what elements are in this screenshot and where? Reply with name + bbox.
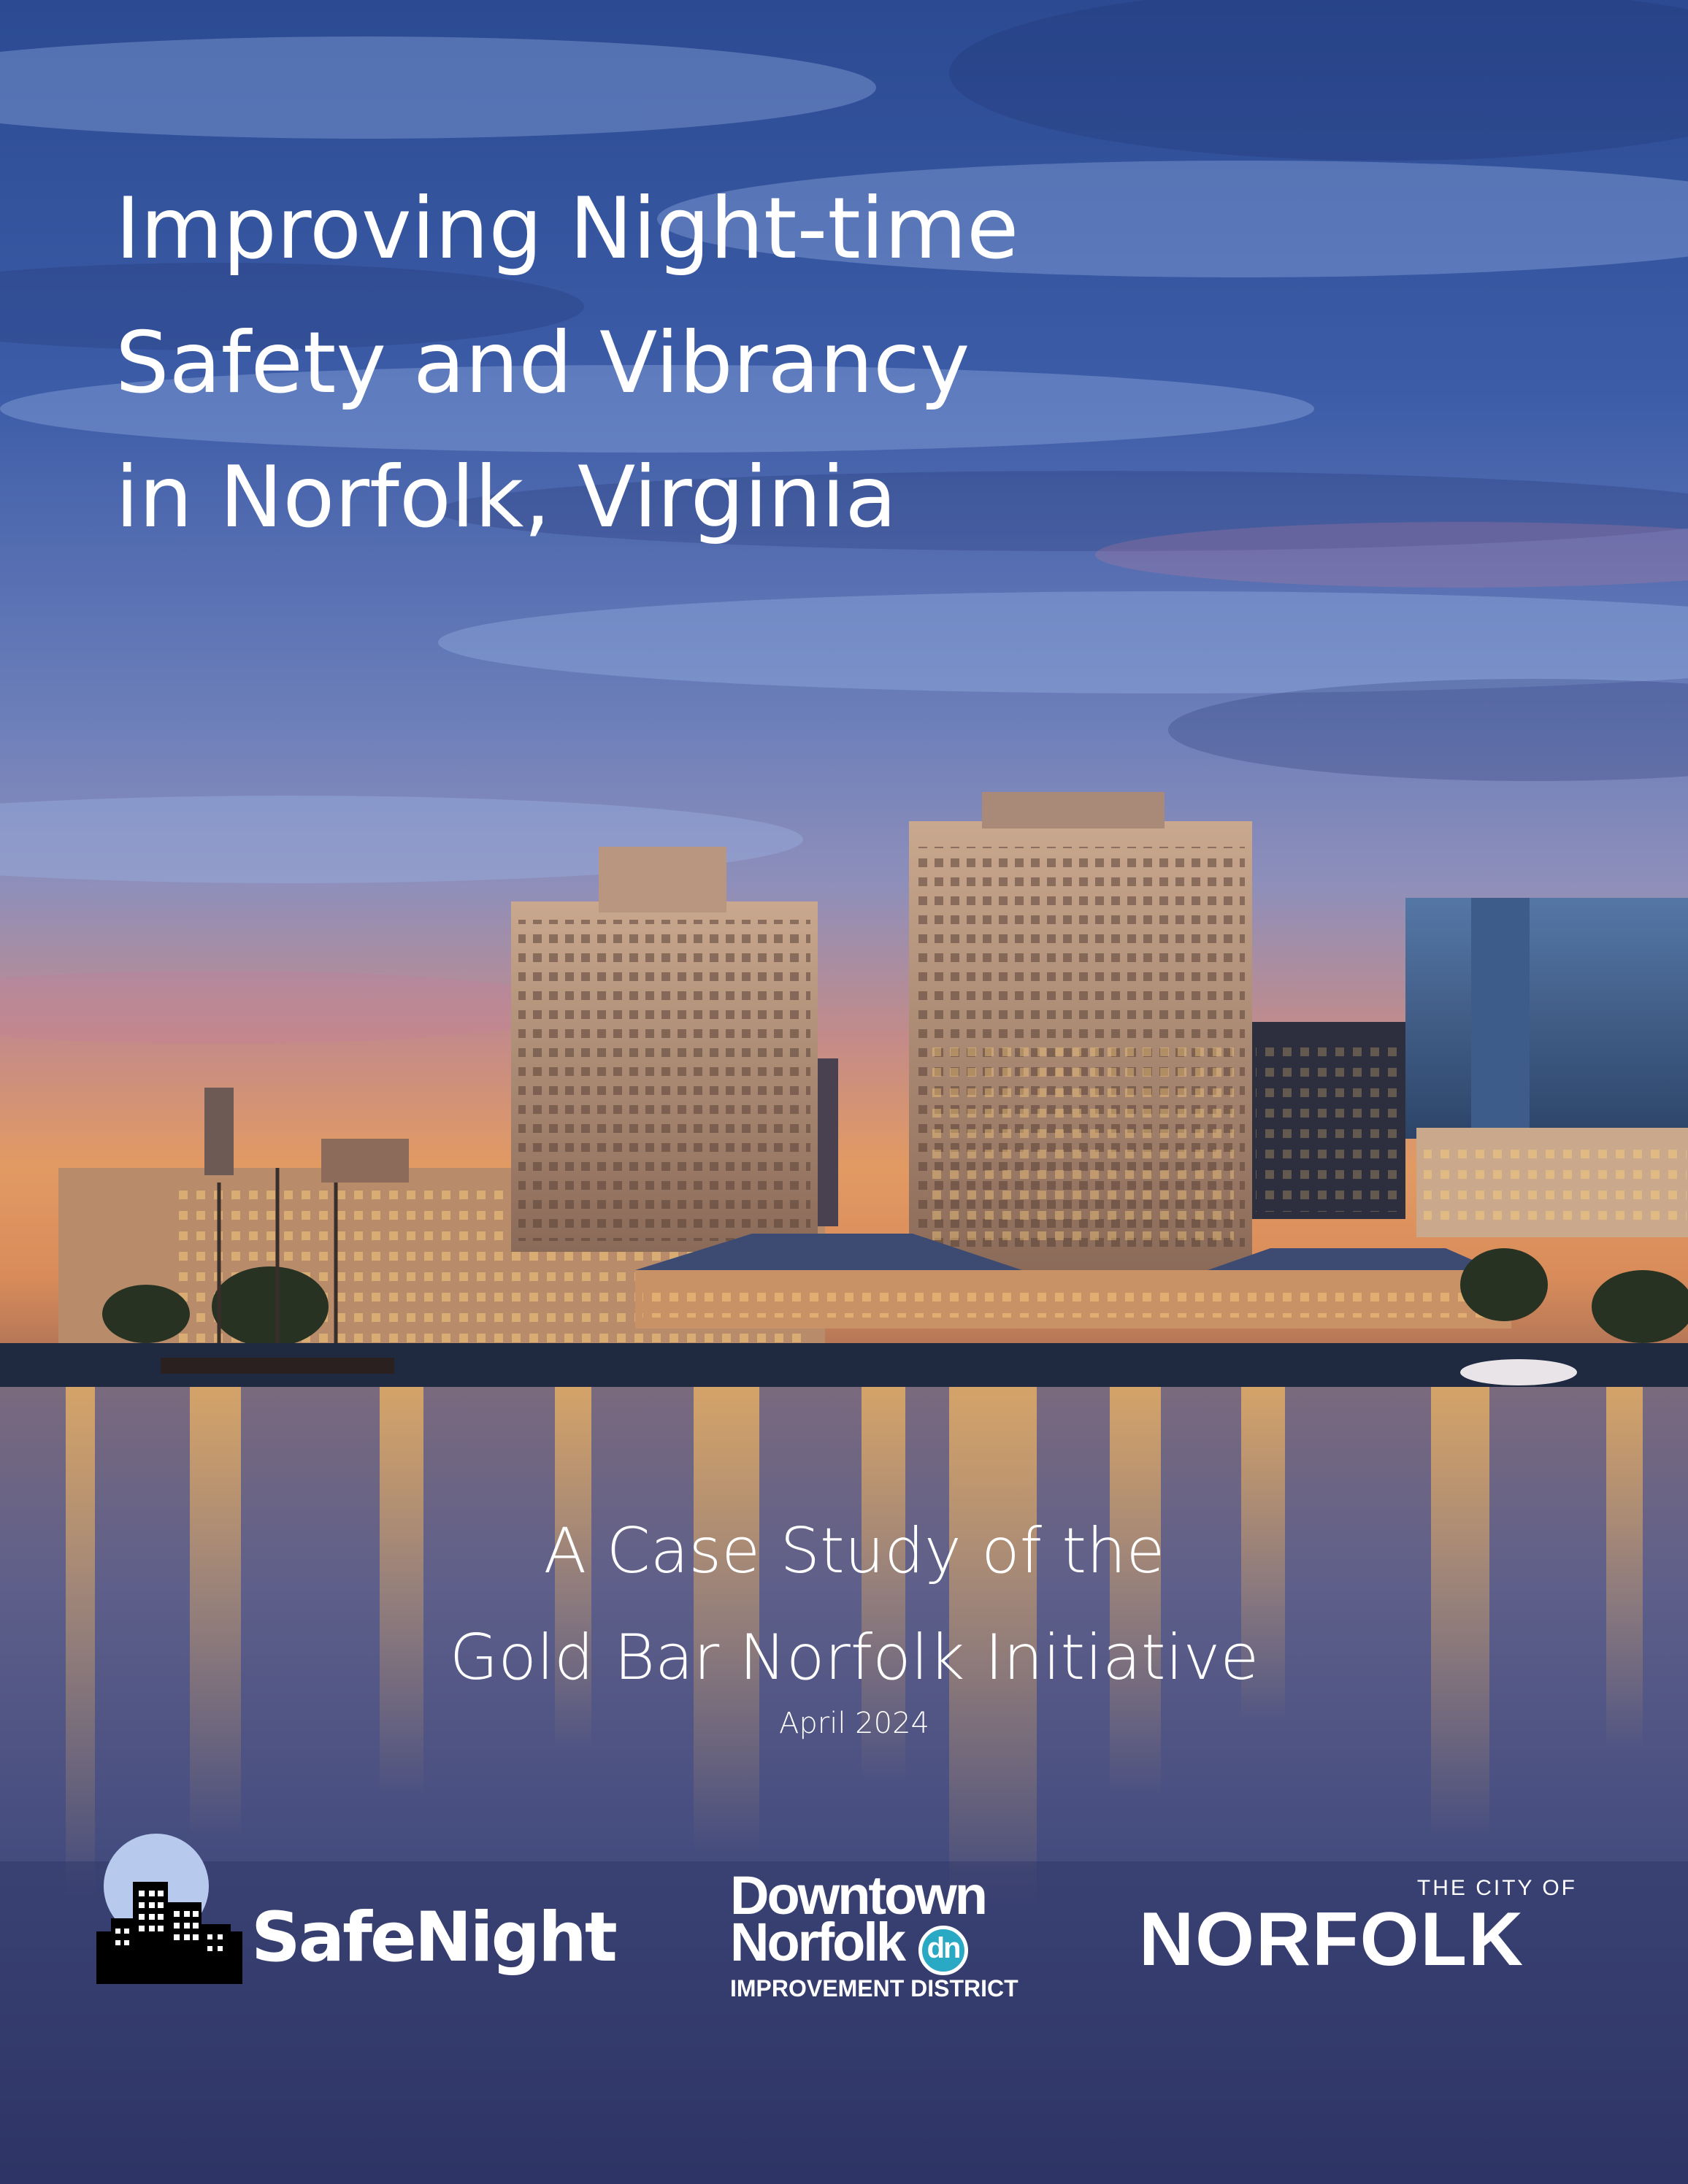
page-title [115, 162, 1018, 565]
title-line-2: Safety and Vibrancy [115, 314, 970, 412]
city-skyline-moon-icon [96, 1831, 242, 1984]
subtitle [0, 1498, 1688, 1711]
dn-badge-icon: dn [918, 1926, 968, 1975]
subtitle-line-2: Gold Bar Norfolk Initiative [449, 1621, 1259, 1694]
dtn-line-improvement-district: IMPROVEMENT DISTRICT [730, 1975, 1018, 2002]
safenight-wordmark: SafeNight [251, 1898, 615, 1977]
title-line-1: Improving Night-time [115, 180, 1019, 278]
dtn-line-norfolk: Norfolk [730, 1912, 904, 1972]
city-of-label: THE CITY OF [1416, 1876, 1577, 1900]
city-of-norfolk-logo [1139, 1876, 1577, 1982]
downtown-norfolk-logo [727, 1865, 1034, 2007]
title-line-3: in Norfolk, Virginia [115, 448, 897, 547]
subtitle-line-1: A Case Study of the [543, 1515, 1165, 1588]
safenight-logo [96, 1831, 615, 1984]
publication-date: April 2024 [779, 1707, 929, 1740]
dtn-line-downtown: Downtown [730, 1865, 986, 1926]
norfolk-wordmark: NORFOLK [1139, 1897, 1525, 1982]
